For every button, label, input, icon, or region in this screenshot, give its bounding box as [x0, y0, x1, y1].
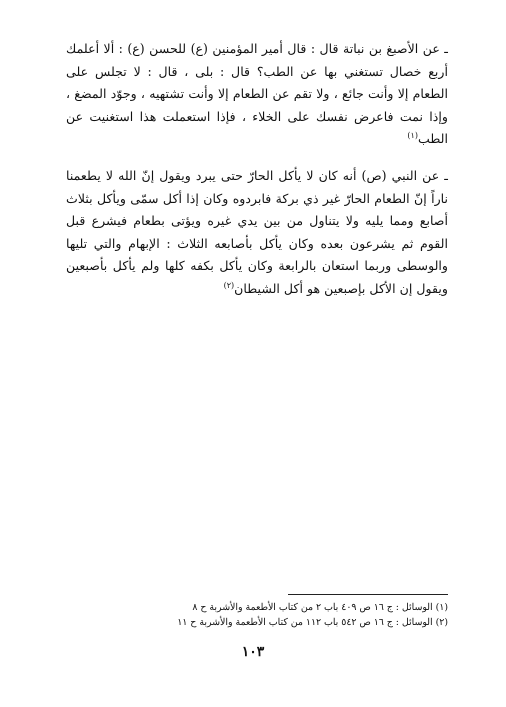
footnote-separator [288, 594, 448, 595]
footnotes [140, 600, 448, 630]
paragraph-2-text: ـ عن النبي (ص) أنه كان لا يأكل الحارّ حتى يبرد ويقول إنّ الله لا يطعمنا ناراً إنّ الطعام الحارّ غير ذي بركة فابردوه وكان إذا أكل سمّى ويأكل بثلاث أصابع ومما يليه ولا يتناول من بين يدي غيره ويؤتى بطعام فيشرع قبل القوم ثم يشرعون بعده وكان يأكل بأصابعه الثلاث : الإبهام والتي تليها والوسطى وربما استعان بالرابعة وكان يأكل بكفه كلها ولم يأكل بأصبعين ويقول إن الأكل بإصبعين هو أكل الشيطان [66, 167, 448, 296]
page-number: ١٠٣ [241, 644, 265, 660]
footnote-ref-2: (٢) [223, 280, 235, 290]
paragraph-2 [66, 165, 448, 301]
footnote-2: (٢) الوسائل : ج ١٦ ص ٥٤٢ باب ١١٢ من كتاب الأطعمة والأشربة ح ١١ [177, 617, 448, 628]
paragraph-1 [66, 38, 448, 151]
footnote-ref-1: (١) [407, 131, 418, 141]
footnote-1: (١) الوسائل : ج ١٦ ص ٤٠٩ باب ٢ من كتاب الأطعمة والأشربة ح ٨ [192, 602, 448, 613]
paragraph-1-text: ـ عن الأصبغ بن نباتة قال : قال أمير المؤمنين (ع) للحسن (ع) : ألا أعلمك أربع خصال تستغني بها عن الطب؟ قال : بلى ، قال : لا تجلس على الطعام إلا وأنت جائع ، ولا تقم عن الطعام إلا وأنت تشتهيه ، وجوّد المضغ ، وإذا نمت فاعرض نفسك على الخلاء ، فإذا استعملت هذا استغنيت عن الطب [66, 41, 448, 147]
main-text [66, 38, 448, 301]
